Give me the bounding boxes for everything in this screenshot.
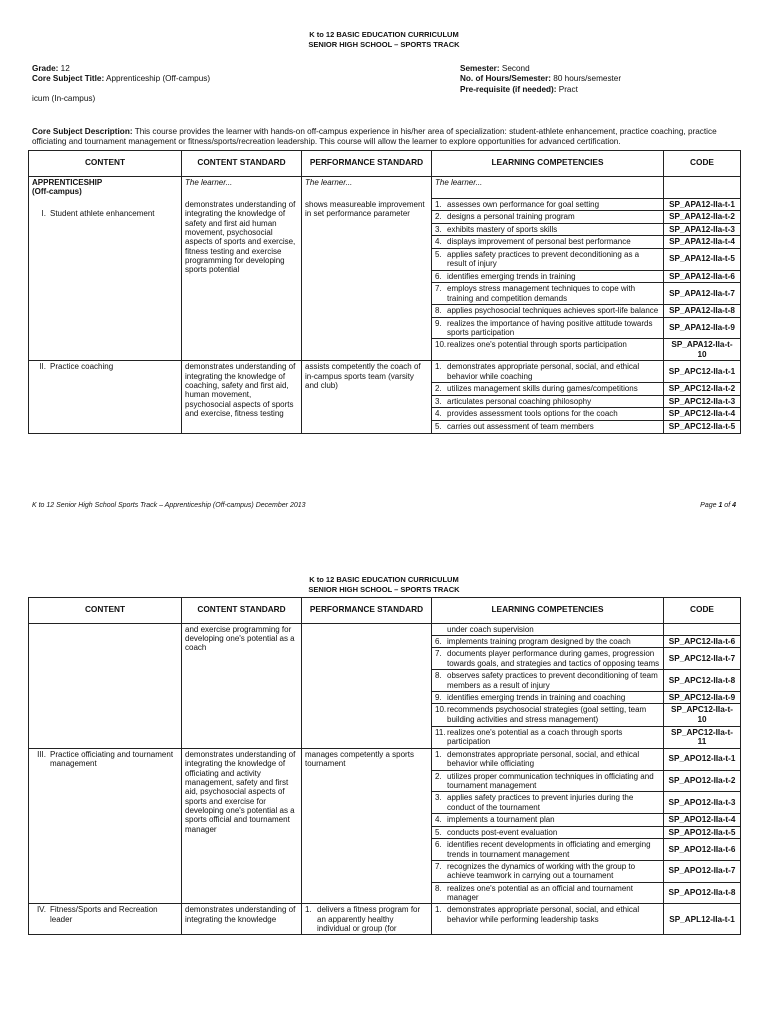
table-row: 5. conducts post-event evaluation SP_APO12-IIa-t-5 <box>29 826 741 839</box>
header-line-1: K to 12 BASIC EDUCATION CURRICULUM <box>309 575 459 584</box>
code-cell: SP_APA12-IIa-t-1 <box>664 198 741 211</box>
col-header-performance-standard: PERFORMANCE STANDARD <box>302 150 432 176</box>
table-row: 10. recommends psychosocial strategies (goal setting, team building activities and stress management) SP_APC12-IIa-t-10 <box>29 704 741 726</box>
col-header-code: CODE <box>664 150 741 176</box>
subject-title-line: Core Subject Title: Apprenticeship (Off-campus) <box>32 74 211 84</box>
prerequisite-line: Pre-requisite (if needed): Pract <box>460 84 578 94</box>
col-header-content: CONTENT <box>29 150 182 176</box>
course-meta <box>32 64 736 118</box>
table-header-row <box>29 597 741 623</box>
code-cell: SP_APA12-IIa-t-4 <box>664 236 741 249</box>
code-cell: SP_APA12-IIa-t-10 <box>664 339 741 361</box>
table-header-row <box>29 150 741 176</box>
table-row: 6. identifies emerging trends in training SP_APA12-IIa-t-6 <box>29 270 741 283</box>
code-cell: SP_APO12-IIa-t-7 <box>664 860 741 882</box>
page-header <box>0 0 768 50</box>
table-row: 3. articulates personal coaching philosophy SP_APC12-IIa-t-3 <box>29 395 741 408</box>
code-cell: SP_APA12-IIa-t-6 <box>664 270 741 283</box>
table-row: 3. exhibits mastery of sports skills SP_APA12-IIa-t-3 <box>29 223 741 236</box>
code-cell: SP_APC12-IIa-t-9 <box>664 691 741 704</box>
table-row: II. Practice coaching demonstrates understanding of integrating the knowledge of coaching, safety and first aid, human movement, psychosocial aspects of sports and exercise, fitness testing assists competently the coach of in-campus sports team (varsity and club) 1. demonstrates appropriate personal, social, and ethical behavior while coaching SP_APC12-IIa-t-1 <box>29 361 741 383</box>
performance-standard-cell-section-3: manages competently a sports tournament <box>302 748 432 904</box>
table-row <box>29 623 741 635</box>
code-cell: SP_APC12-IIa-t-2 <box>664 383 741 396</box>
content-cell-section-2: II. Practice coaching <box>29 361 182 433</box>
col-header-performance-standard: PERFORMANCE STANDARD <box>302 597 432 623</box>
content-standard-cell-section-4: demonstrates understanding of integrating the knowledge <box>182 904 302 935</box>
performance-standard-cell-section-4: 1. delivers a fitness program for an apparently healthy individual or group (for <box>302 904 432 935</box>
content-standard-cell-section-2: demonstrates understanding of integrating the knowledge of coaching, safety and first aid, human movement, psychosocial aspects of sports and exercise, fitness testing <box>182 361 302 433</box>
table-row: 8. observes safety practices to prevent deconditioning of team members as a result of injury SP_APC12-IIa-t-8 <box>29 670 741 692</box>
col-header-learning-competencies: LEARNING COMPETENCIES <box>432 150 664 176</box>
content-standard-cell-section-3: demonstrates understanding of integrating the knowledge of officiating and activity management, safety and first aid, psychosocial aspects of sports and exercise for developing one's potential as a sports official and tournament manager <box>182 748 302 904</box>
table-row: 6. implements training program designed by the coach SP_APC12-IIa-t-6 <box>29 635 741 648</box>
grade-line: Grade: 12 <box>32 63 70 73</box>
header-line-2: SENIOR HIGH SCHOOL – SPORTS TRACK <box>308 39 460 49</box>
semester-line: Semester: Second <box>460 63 530 73</box>
page-2 <box>0 560 768 1024</box>
page-number: Page 1 of 4 <box>700 502 736 509</box>
table-row: 7. documents player performance during games, progression towards goals, and strategies and tactics of opposing teams SP_APC12-IIa-t-7 <box>29 648 741 670</box>
code-cell: SP_APA12-IIa-t-7 <box>664 283 741 305</box>
course-description: Core Subject Description: This course provides the learner with hands-on off-campus experience in his/her area of specialization: student-athlete enhancement, practice coaching, practice officiating and tournament management or fitness/sports/recreation leadership. This course will allow the learner to explore opportunities for advanced certification. <box>32 126 717 146</box>
table-row: 4. implements a tournament plan SP_APO12-IIa-t-4 <box>29 814 741 827</box>
table-row: 9. realizes the importance of having positive attitude towards sports participation SP_APA12-IIa-t-9 <box>29 317 741 339</box>
table-row: IV. Fitness/Sports and Recreation leader demonstrates understanding of integrating the knowledge 1. delivers a fitness program for an apparently healthy individual or group (for 1. demonstrates appropriate personal, social, and ethical behavior while performing leadership tasks SP_APL12-IIa-t-1 <box>29 904 741 935</box>
code-cell: SP_APC12-IIa-t-4 <box>664 408 741 421</box>
hours-line: No. of Hours/Semester: 80 hours/semester <box>460 74 622 84</box>
table-row: 10. realizes one's potential through sports participation SP_APA12-IIa-t-10 <box>29 339 741 361</box>
col-header-code: CODE <box>664 597 741 623</box>
table-row: 8. realizes one's potential as an official and tournament manager SP_APO12-IIa-t-8 <box>29 882 741 904</box>
header-line-1: K to 12 BASIC EDUCATION CURRICULUM <box>309 30 459 39</box>
table-row: 2. utilizes proper communication techniques in officiating and tournament management SP_APO12-IIa-t-2 <box>29 770 741 792</box>
content-cell-section-1: APPRENTICESHIP (Off-campus) I. Student athlete enhancement <box>29 176 182 361</box>
code-cell: SP_APA12-IIa-t-2 <box>664 211 741 224</box>
table-row: 6. identifies recent developments in officiating and emerging trends in tournament management SP_APO12-IIa-t-6 <box>29 839 741 861</box>
code-cell: SP_APA12-IIa-t-9 <box>664 317 741 339</box>
content-standard-continuation: and exercise programming for developing one's potential as a coach <box>182 623 302 748</box>
table-row: 5. carries out assessment of team members SP_APC12-IIa-t-5 <box>29 420 741 433</box>
code-cell: SP_APO12-IIa-t-6 <box>664 839 741 861</box>
table-row: 2. utilizes management skills during games/competitions SP_APC12-IIa-t-2 <box>29 383 741 396</box>
col-header-content-standard: CONTENT STANDARD <box>182 150 302 176</box>
col-header-content: CONTENT <box>29 597 182 623</box>
code-cell: SP_APO12-IIa-t-8 <box>664 882 741 904</box>
footer-title: K to 12 Senior High School Sports Track – Apprenticeship (Off-campus) December 2013 <box>32 502 306 509</box>
table-row: 7. employs stress management techniques to cope with training and competition demands SP_APA12-IIa-t-7 <box>29 283 741 305</box>
performance-standard-cell-section-1: The learner... shows measureable improvement in set performance parameter <box>302 176 432 361</box>
code-cell: SP_APC12-IIa-t-3 <box>664 395 741 408</box>
code-cell: SP_APO12-IIa-t-4 <box>664 814 741 827</box>
curriculum-table-page-1 <box>28 150 741 434</box>
table-row: 7. recognizes the dynamics of working with the group to achieve teamwork in carrying out a tournament SP_APO12-IIa-t-7 <box>29 860 741 882</box>
col-header-learning-competencies: LEARNING COMPETENCIES <box>432 597 664 623</box>
code-cell: SP_APO12-IIa-t-2 <box>664 770 741 792</box>
code-cell: SP_APO12-IIa-t-1 <box>664 748 741 770</box>
code-cell: SP_APL12-IIa-t-1 <box>664 904 741 935</box>
code-cell: SP_APA12-IIa-t-5 <box>664 248 741 270</box>
content-cell-section-4: IV. Fitness/Sports and Recreation leader <box>29 904 182 935</box>
code-cell: SP_APC12-IIa-t-7 <box>664 648 741 670</box>
table-row: 11. realizes one's potential as a coach through sports participation SP_APC12-IIa-t-11 <box>29 726 741 748</box>
code-cell: SP_APC12-IIa-t-6 <box>664 635 741 648</box>
table-row: 2. designs a personal training program SP_APA12-IIa-t-2 <box>29 211 741 224</box>
code-cell: SP_APC12-IIa-t-1 <box>664 361 741 383</box>
table-row: 3. applies safety practices to prevent injuries during the conduct of the tournament SP_APO12-IIa-t-3 <box>29 792 741 814</box>
col-header-content-standard: CONTENT STANDARD <box>182 597 302 623</box>
content-cell-section-3: III. Practice officiating and tournament management <box>29 748 182 904</box>
code-cell: SP_APC12-IIa-t-8 <box>664 670 741 692</box>
code-cell: SP_APC12-IIa-t-11 <box>664 726 741 748</box>
code-cell: SP_APA12-IIa-t-3 <box>664 223 741 236</box>
table-row: 9. identifies emerging trends in training and coaching SP_APC12-IIa-t-9 <box>29 691 741 704</box>
table-row: 8. applies psychosocial techniques achieves sport-life balance SP_APA12-IIa-t-8 <box>29 304 741 317</box>
page-header <box>0 560 768 595</box>
code-cell: SP_APC12-IIa-t-5 <box>664 420 741 433</box>
content-standard-cell-section-1: The learner... demonstrates understanding of integrating the knowledge of safety and first aid human movement, psychosocial aspects of sports and exercise, fitness testing and exercise programming for developing sports potential <box>182 176 302 361</box>
table-row: 4. provides assessment tools options for the coach SP_APC12-IIa-t-4 <box>29 408 741 421</box>
curriculum-table-page-2 <box>28 597 741 936</box>
header-line-2: SENIOR HIGH SCHOOL – SPORTS TRACK <box>308 584 460 594</box>
page-footer <box>32 502 736 510</box>
table-row: 4. displays improvement of personal best performance SP_APA12-IIa-t-4 <box>29 236 741 249</box>
prerequisite-continuation: icum (In-campus) <box>32 93 96 103</box>
table-row: 1. assesses own performance for goal setting SP_APA12-IIa-t-1 <box>29 198 741 211</box>
table-row: 5. applies safety practices to prevent deconditioning as a result of injury SP_APA12-IIa-t-5 <box>29 248 741 270</box>
code-cell: SP_APO12-IIa-t-3 <box>664 792 741 814</box>
performance-standard-cell-section-2: assists competently the coach of in-campus sports team (varsity and club) <box>302 361 432 433</box>
competency-continuation: under coach supervision <box>432 623 664 635</box>
code-cell: SP_APO12-IIa-t-5 <box>664 826 741 839</box>
table-row: III. Practice officiating and tournament management demonstrates understanding of integrating the knowledge of officiating and activity management, safety and first aid, psychosocial aspects of sports and exercise for developing one's potential as a sports official and tournament manager manages competently a sports tournament 1. demonstrates appropriate personal, social, and ethical behavior while officiating SP_APO12-IIa-t-1 <box>29 748 741 770</box>
code-cell: SP_APC12-IIa-t-10 <box>664 704 741 726</box>
code-cell: SP_APA12-IIa-t-8 <box>664 304 741 317</box>
table-row: APPRENTICESHIP (Off-campus) I. Student athlete enhancement The learner... demonstrates understanding of integrating the knowledge of safety and first aid human movement, psychosocial aspects of sports and exercise, fitness testing and exercise programming for developing sports potential The learner... shows measureable improvement in set performance parameter The learner... <box>29 176 741 198</box>
